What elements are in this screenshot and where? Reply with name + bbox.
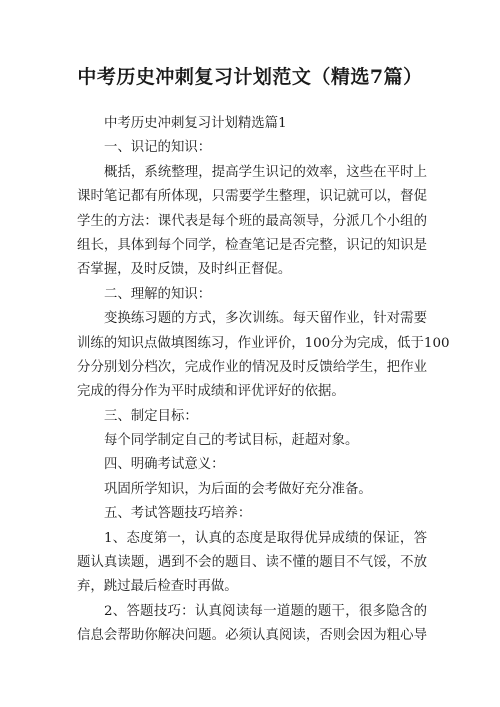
paragraph-line: 2、答题技巧：认真阅读每一道题的题干，很多隐含的 bbox=[104, 603, 427, 619]
item-heading: 五、考试答题技巧培养： bbox=[104, 506, 252, 522]
paragraph-line: 概括，系统整理，提高学生识记的效率，这些在平时上 bbox=[104, 164, 427, 180]
paragraph-line: 题认真读题，遇到不会的题目、读不懂的题目不气馁，不放 bbox=[77, 555, 427, 571]
paragraph-line: 否掌握，及时反馈，及时纠正督促。 bbox=[77, 262, 292, 278]
paragraph-line: 完成的得分作为平时成绩和评优评好的依据。 bbox=[77, 384, 345, 400]
paragraph-line: 学生的方法：课代表是每个班的最高领导，分派几个小组的 bbox=[77, 213, 427, 229]
paragraph-line: 信息会帮助你解决问题。必须认真阅读，否则会因为粗心导 bbox=[77, 628, 427, 644]
paragraph-line: 巩固所学知识，为后面的会考做好充分准备。 bbox=[104, 481, 372, 497]
paragraph-line: 1、态度第一，认真的态度是取得优异成绩的保证，答 bbox=[104, 530, 427, 546]
document-title: 中考历史冲刺复习计划范文（精选7篇） bbox=[77, 66, 423, 88]
paragraph-line: 课时笔记都有所体现，只需要学生整理，识记就可以，督促 bbox=[77, 189, 427, 205]
item-heading: 二、理解的知识： bbox=[104, 286, 212, 302]
paragraph-line: 组长，具体到每个同学，检查笔记是否完整，识记的知识是 bbox=[77, 237, 427, 253]
item-heading: 四、明确考试意义： bbox=[104, 457, 225, 473]
paragraph-line: 弃，跳过最后检查时再做。 bbox=[77, 579, 238, 595]
paragraph-line: 每个同学制定自己的考试目标，赶超对象。 bbox=[104, 433, 359, 449]
paragraph-line: 分分别划分档次，完成作业的情况及时反馈给学生，把作业 bbox=[77, 359, 427, 375]
paragraph-line: 变换练习题的方式，多次训练。每天留作业，针对需要 bbox=[104, 311, 427, 327]
item-heading: 一、识记的知识： bbox=[104, 140, 212, 156]
item-heading: 三、制定目标： bbox=[104, 408, 198, 424]
paragraph-line: 训练的知识点做填图练习，作业评价，100分为完成，低于100 bbox=[77, 335, 450, 351]
document-body bbox=[77, 112, 450, 649]
section-heading: 中考历史冲刺复习计划精选篇1 bbox=[104, 116, 287, 131]
